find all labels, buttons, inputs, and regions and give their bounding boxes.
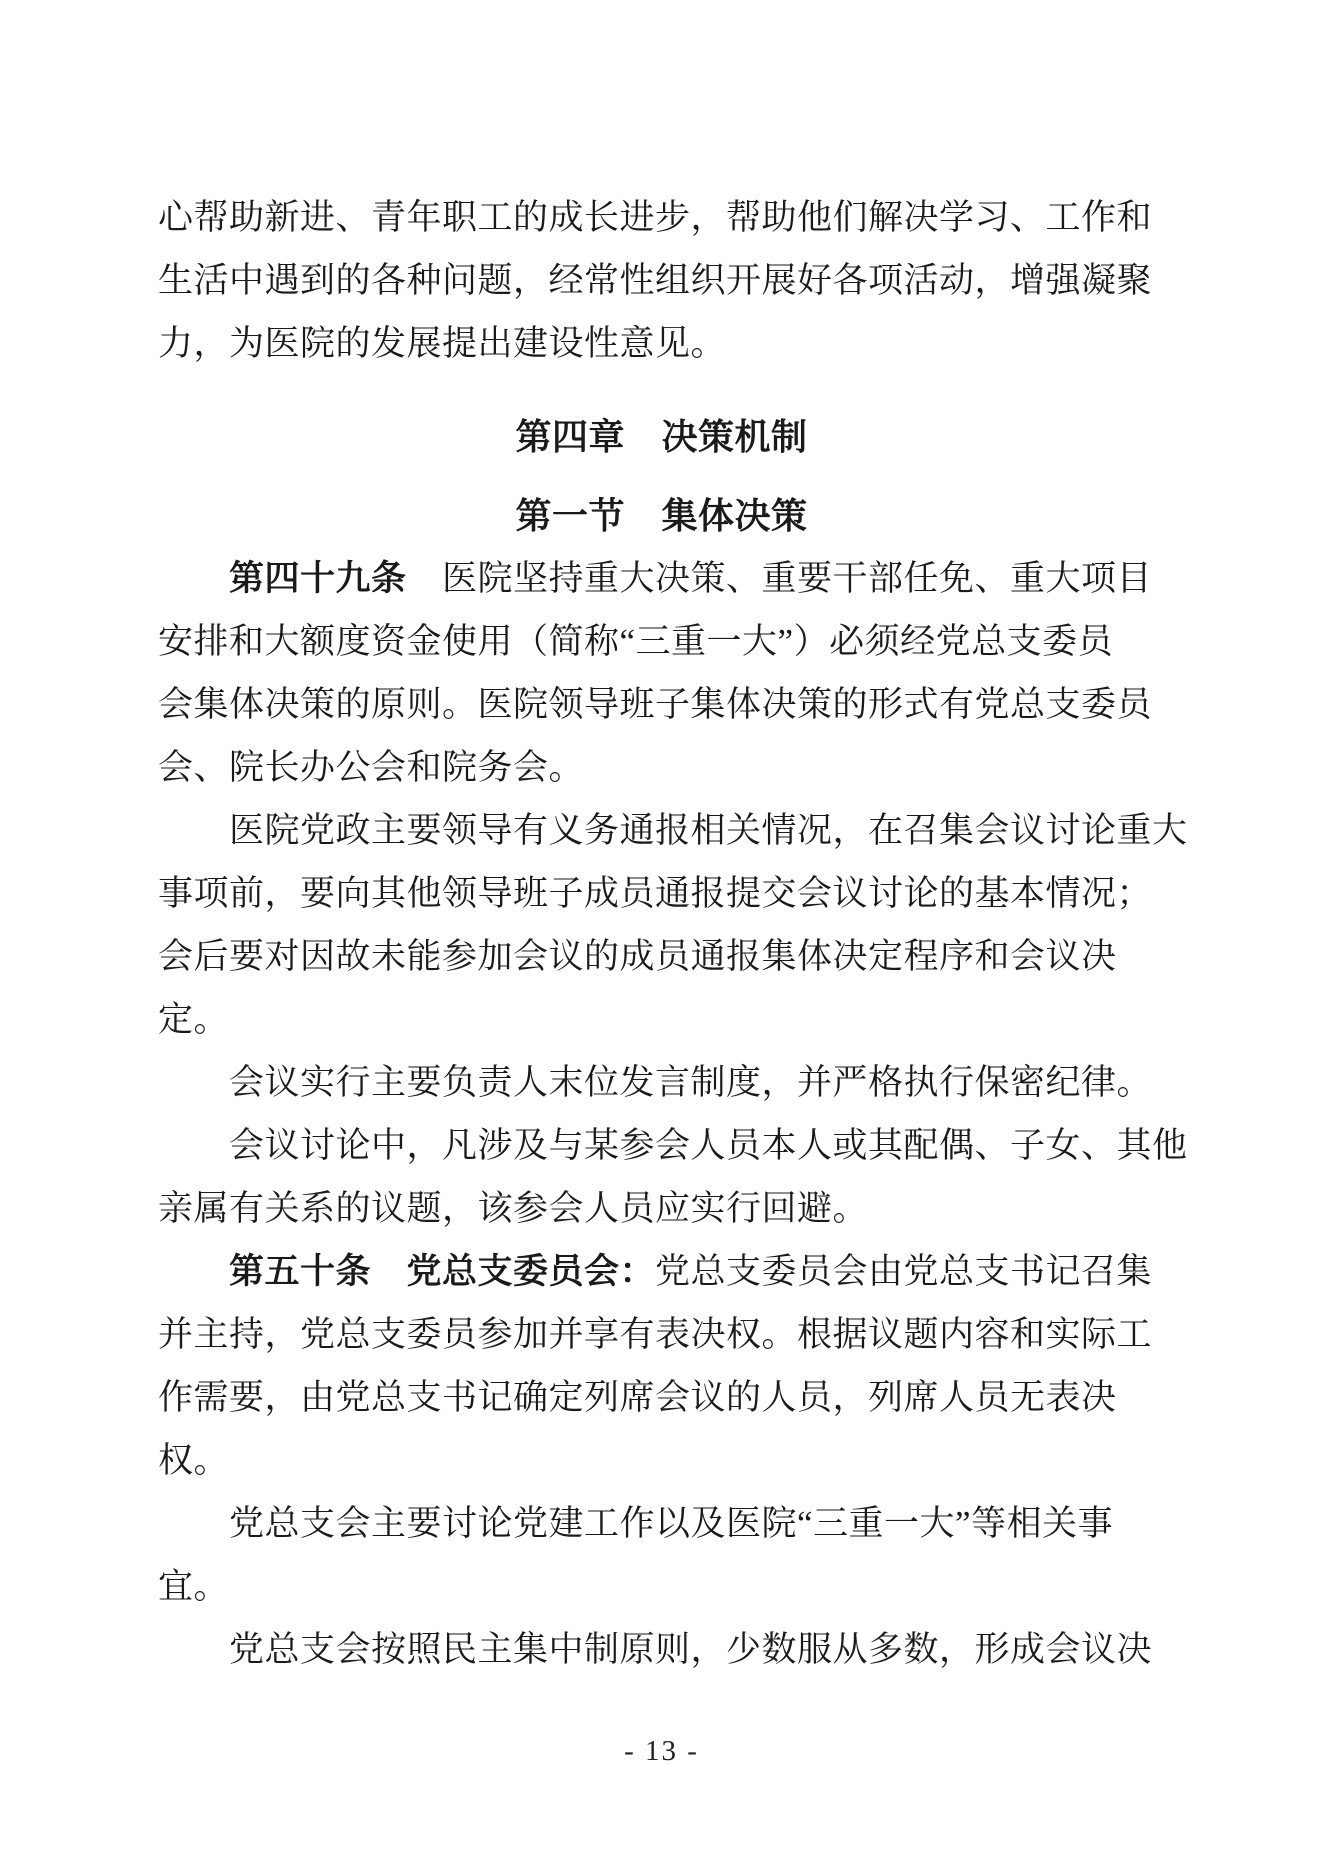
text-line <box>158 1114 1188 1177</box>
text-run: 党总支委员会由党总支书记召集 <box>655 1252 1153 1291</box>
text-line <box>158 1429 1165 1492</box>
text-line <box>158 1366 1165 1429</box>
text-run: 会、院长办公会和院务会。 <box>158 748 585 787</box>
text-run: 医院坚持重大决策、重要干部任免、重大项目 <box>406 559 1153 598</box>
text-run: 医院党政主要领导有义务通报相关情况，在召集会议讨论重大 <box>229 811 1188 850</box>
text-line <box>158 1618 1165 1681</box>
text-line <box>158 673 1165 736</box>
text-run: 生活中遇到的各种问题，经常性组织开展好各项活动，增强凝聚 <box>158 261 1153 300</box>
section-heading <box>158 484 1165 547</box>
text-line <box>158 988 1165 1051</box>
text-line <box>158 1492 1165 1555</box>
text-line <box>158 799 1188 862</box>
text-line <box>158 1177 1165 1240</box>
text-line <box>158 925 1165 988</box>
text-run: 作需要，由党总支书记确定列席会议的人员，列席人员无表决 <box>158 1378 1117 1417</box>
text-run: 权。 <box>158 1441 230 1480</box>
text-line <box>158 862 1165 925</box>
text-run: 并主持，党总支委员参加并享有表决权。根据议题内容和实际工 <box>158 1315 1153 1354</box>
text-run: 党总支会按照民主集中制原则，少数服从多数，形成会议决 <box>229 1630 1153 1669</box>
text-line <box>158 1240 1165 1303</box>
text-run: 亲属有关系的议题，该参会人员应实行回避。 <box>158 1189 869 1228</box>
text-line <box>158 312 1165 375</box>
document-content <box>158 186 1188 1681</box>
text-line <box>158 1303 1165 1366</box>
text-run: 心帮助新进、青年职工的成长进步，帮助他们解决学习、工作和 <box>158 198 1153 237</box>
bold-text-run: 第一节 集体决策 <box>515 495 808 536</box>
text-run: 会集体决策的原则。医院领导班子集体决策的形式有党总支委员 <box>158 685 1153 724</box>
text-run: 党总支会主要讨论党建工作以及医院“三重一大”等相关事 <box>229 1504 1114 1543</box>
bold-text-run: 第五十条 党总支委员会： <box>229 1252 656 1291</box>
text-run: 会议讨论中，凡涉及与某参会人员本人或其配偶、子女、其他 <box>229 1126 1188 1165</box>
text-run: 定。 <box>158 1000 230 1039</box>
text-line <box>158 1051 1165 1114</box>
text-line <box>158 249 1165 312</box>
text-line <box>158 1555 1165 1618</box>
text-line <box>158 610 1165 673</box>
text-run: 事项前，要向其他领导班子成员通报提交会议讨论的基本情况； <box>158 874 1153 913</box>
text-run: 会议实行主要负责人末位发言制度，并严格执行保密纪律。 <box>229 1063 1153 1102</box>
text-run: 力，为医院的发展提出建设性意见。 <box>158 324 727 363</box>
text-line <box>158 547 1165 610</box>
bold-text-run: 第四十九条 <box>229 559 407 598</box>
text-run: 宜。 <box>158 1567 230 1606</box>
text-run: 安排和大额度资金使用（简称“三重一大”）必须经党总支委员 <box>158 622 1114 661</box>
text-line <box>158 736 1165 799</box>
text-run: 会后要对因故未能参加会议的成员通报集体决定程序和会议决 <box>158 937 1117 976</box>
text-line <box>158 186 1165 249</box>
chapter-heading <box>158 405 1165 468</box>
page-number: - 13 - <box>624 1735 699 1767</box>
bold-text-run: 第四章 决策机制 <box>515 416 808 457</box>
